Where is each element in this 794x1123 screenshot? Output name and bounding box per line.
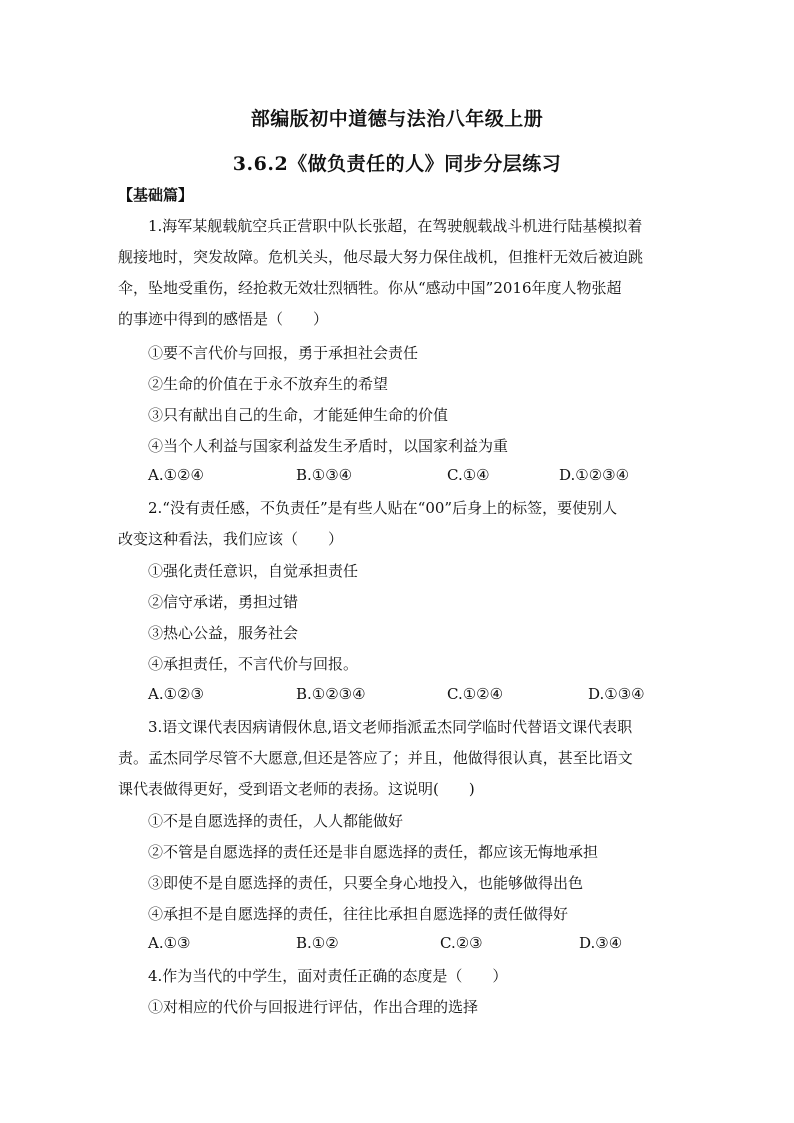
q2-stem-line: 2.“没有责任感，不负责任”是有些人贴在“00”后身上的标签，要使别人 xyxy=(148,499,618,517)
page-title: 部编版初中道德与法治八年级上册 xyxy=(250,108,544,130)
q3-stem-line: 3.语文课代表因病请假休息,语文老师指派孟杰同学临时代替语文课代表职 xyxy=(148,718,633,736)
q2-item: ②信守承诺，勇担过错 xyxy=(148,593,299,611)
section-heading: 【基础篇】 xyxy=(118,186,194,204)
q2-option-d: D.①③④ xyxy=(588,685,645,703)
q1-item: ④当个人利益与国家利益发生矛盾时，以国家利益为重 xyxy=(148,437,509,455)
q2-item: ③热心公益，服务社会 xyxy=(148,624,299,642)
q1-option-b: B.①③④ xyxy=(296,466,353,484)
q1-stem-line: 舰接地时，突发故障。危机关头，他尽最大努力保住战机，但推杆无效后被迫跳 xyxy=(118,248,644,266)
q3-option-b: B.①② xyxy=(296,934,339,952)
q2-option-c: C.①②④ xyxy=(447,685,504,703)
q2-item: ④承担责任，不言代价与回报。 xyxy=(148,655,359,673)
page-subtitle: 3.6.2《做负责任的人》同步分层练习 xyxy=(232,153,562,175)
q3-option-d: D.③④ xyxy=(579,934,623,952)
q4-stem-line: 4.作为当代的中学生，面对责任正确的态度是（ ） xyxy=(148,967,508,985)
q2-item: ①强化责任意识，自觉承担责任 xyxy=(148,562,359,580)
q2-options xyxy=(148,685,678,707)
q1-option-a: A.①②④ xyxy=(148,466,204,484)
q2-option-b: B.①②③④ xyxy=(296,685,366,703)
q1-options xyxy=(148,466,678,488)
q3-item: ②不管是自愿选择的责任还是非自愿选择的责任，都应该无悔地承担 xyxy=(148,843,599,861)
q2-option-a: A.①②③ xyxy=(148,685,204,703)
q3-stem-line: 课代表做得更好，受到语文老师的表扬。这说明( ) xyxy=(118,780,475,798)
q1-option-d: D.①②③④ xyxy=(559,466,630,484)
q1-stem-line: 的事迹中得到的感悟是（ ） xyxy=(118,310,329,328)
q1-stem-line: 伞，坠地受重伤，经抢救无效壮烈牺牲。你从“感动中国”2016年度人物张超 xyxy=(118,279,622,297)
q2-stem-line: 改变这种看法，我们应该（ ） xyxy=(118,530,344,548)
q3-item: ③即使不是自愿选择的责任，只要全身心地投入，也能够做得出色 xyxy=(148,874,584,892)
q3-option-c: C.②③ xyxy=(440,934,483,952)
q1-stem-line: 1.海军某舰载航空兵正营职中队长张超，在驾驶舰载战斗机进行陆基模拟着 xyxy=(148,217,643,235)
q1-item: ②生命的价值在于永不放弃生的希望 xyxy=(148,375,389,393)
q3-options xyxy=(148,934,678,956)
q1-item: ③只有献出自己的生命，才能延伸生命的价值 xyxy=(148,406,449,424)
q3-stem-line: 责。孟杰同学尽管不大愿意,但还是答应了；并且，他做得很认真，甚至比语文 xyxy=(118,749,633,767)
q1-item: ①要不言代价与回报，勇于承担社会责任 xyxy=(148,344,419,362)
q3-option-a: A.①③ xyxy=(148,934,191,952)
q3-item: ④承担不是自愿选择的责任，往往比承担自愿选择的责任做得好 xyxy=(148,905,569,923)
q1-option-c: C.①④ xyxy=(447,466,490,484)
q4-item: ①对相应的代价与回报进行评估，作出合理的选择 xyxy=(148,998,479,1016)
q3-item: ①不是自愿选择的责任，人人都能做好 xyxy=(148,812,404,830)
